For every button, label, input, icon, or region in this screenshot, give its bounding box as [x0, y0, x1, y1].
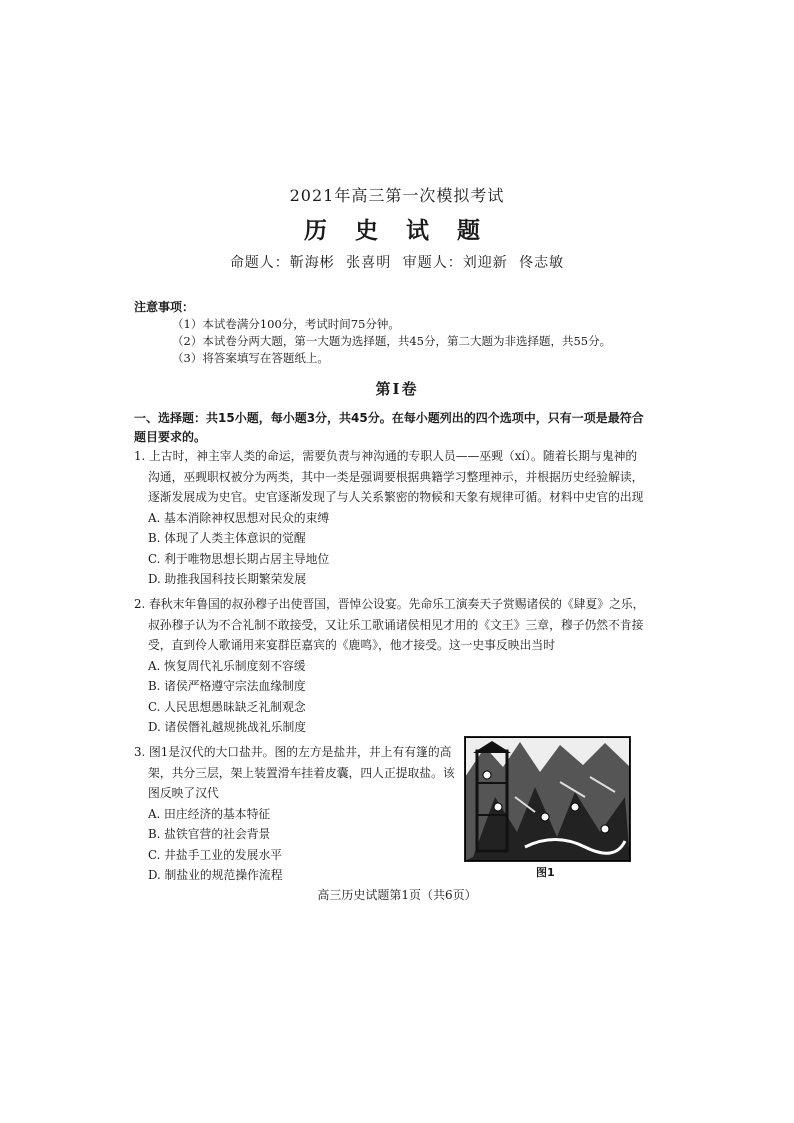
- option-c: C. 井盐手工业的发展水平: [148, 847, 283, 862]
- option-d: D. 制盐业的规范操作流程: [148, 868, 283, 882]
- subject-title: 历 史 试 题: [303, 217, 491, 244]
- page-footer: 高三历史试题第1页（共6页）: [317, 888, 477, 902]
- option-c: C. 人民思想愚昧缺乏礼制观念: [148, 699, 306, 714]
- option-a: A. 基本消除神权思想对民众的束缚: [148, 510, 330, 525]
- notice-item-1: （1）本试卷满分100分，考试时间75分钟。: [172, 317, 400, 331]
- salt-well-rubbing-image: [464, 736, 631, 862]
- question-stem: 2. 春秋末年鲁国的叔孙穆子出使晋国，晋悼公设宴。先命乐工演奏天子赏赐诸侯的《肆夏》之乐，叔孙穆子认为不合礼制不敢接受，又让乐工歌诵诸侯相见才用的《文王》三章，穆子仍然不肯接受，直到伶人歌诵用来宴群臣嘉宾的《鹿鸣》，他才接受。这一史事反映出当时: [134, 597, 645, 652]
- authors-line: 命题人：靳海彬 张喜明 审题人：刘迎新 佟志敏: [229, 255, 565, 271]
- section-title: 第Ⅰ卷: [375, 380, 419, 398]
- question-1: [134, 446, 646, 590]
- instructions: 一、选择题：共15小题，每小题3分，共45分。在每小题列出的四个选项中，只有一项是最符合题目要求的。: [134, 411, 644, 444]
- question-stem: 1. 上古时，神主宰人类的命运，需要负责与神沟通的专职人员——巫觋（xí）。随着长期与鬼神的沟通，巫觋职权被分为两类，其中一类是强调要根据典籍学习整理神示，并根据历史经验解读，逐渐发展成为史官。史官逐渐发现了与人关系繁密的物候和天象有规律可循。材料中史官的出现: [134, 449, 644, 504]
- option-a: A. 田庄经济的基本特征: [148, 806, 271, 821]
- notice-heading: 注意事项：: [134, 300, 195, 314]
- question-2: [134, 594, 646, 738]
- option-d: D. 助推我国科技长期繁荣发展: [148, 572, 307, 586]
- option-a: A. 恢复周代礼乐制度刻不容缓: [148, 658, 306, 673]
- salt-well-illustration: [465, 737, 630, 861]
- figure-caption: 图1: [536, 866, 555, 879]
- option-b: B. 盐铁官营的社会背景: [148, 827, 271, 841]
- notice-item-3: （3）将答案填写在答题纸上。: [172, 351, 329, 365]
- question-stem: 3. 图1是汉代的大口盐井。图的左方是盐井，井上有有篷的高架，共分三层，架上装置滑车挂着皮囊，四人正提取盐。该图反映了汉代: [134, 745, 455, 800]
- question-3: [134, 742, 456, 886]
- notice-item-2: （2）本试卷分两大题，第一大题为选择题，共45分，第二大题为非选择题，共55分。: [172, 334, 612, 348]
- option-b: B. 诸侯严格遵守宗法血缘制度: [148, 679, 306, 693]
- exam-title: 2021年高三第一次模拟考试: [289, 186, 505, 205]
- option-d: D. 诸侯僭礼越规挑战礼乐制度: [148, 720, 307, 734]
- option-c: C. 利于唯物思想长期占居主导地位: [148, 551, 330, 566]
- option-b: B. 体现了人类主体意识的觉醒: [148, 531, 306, 545]
